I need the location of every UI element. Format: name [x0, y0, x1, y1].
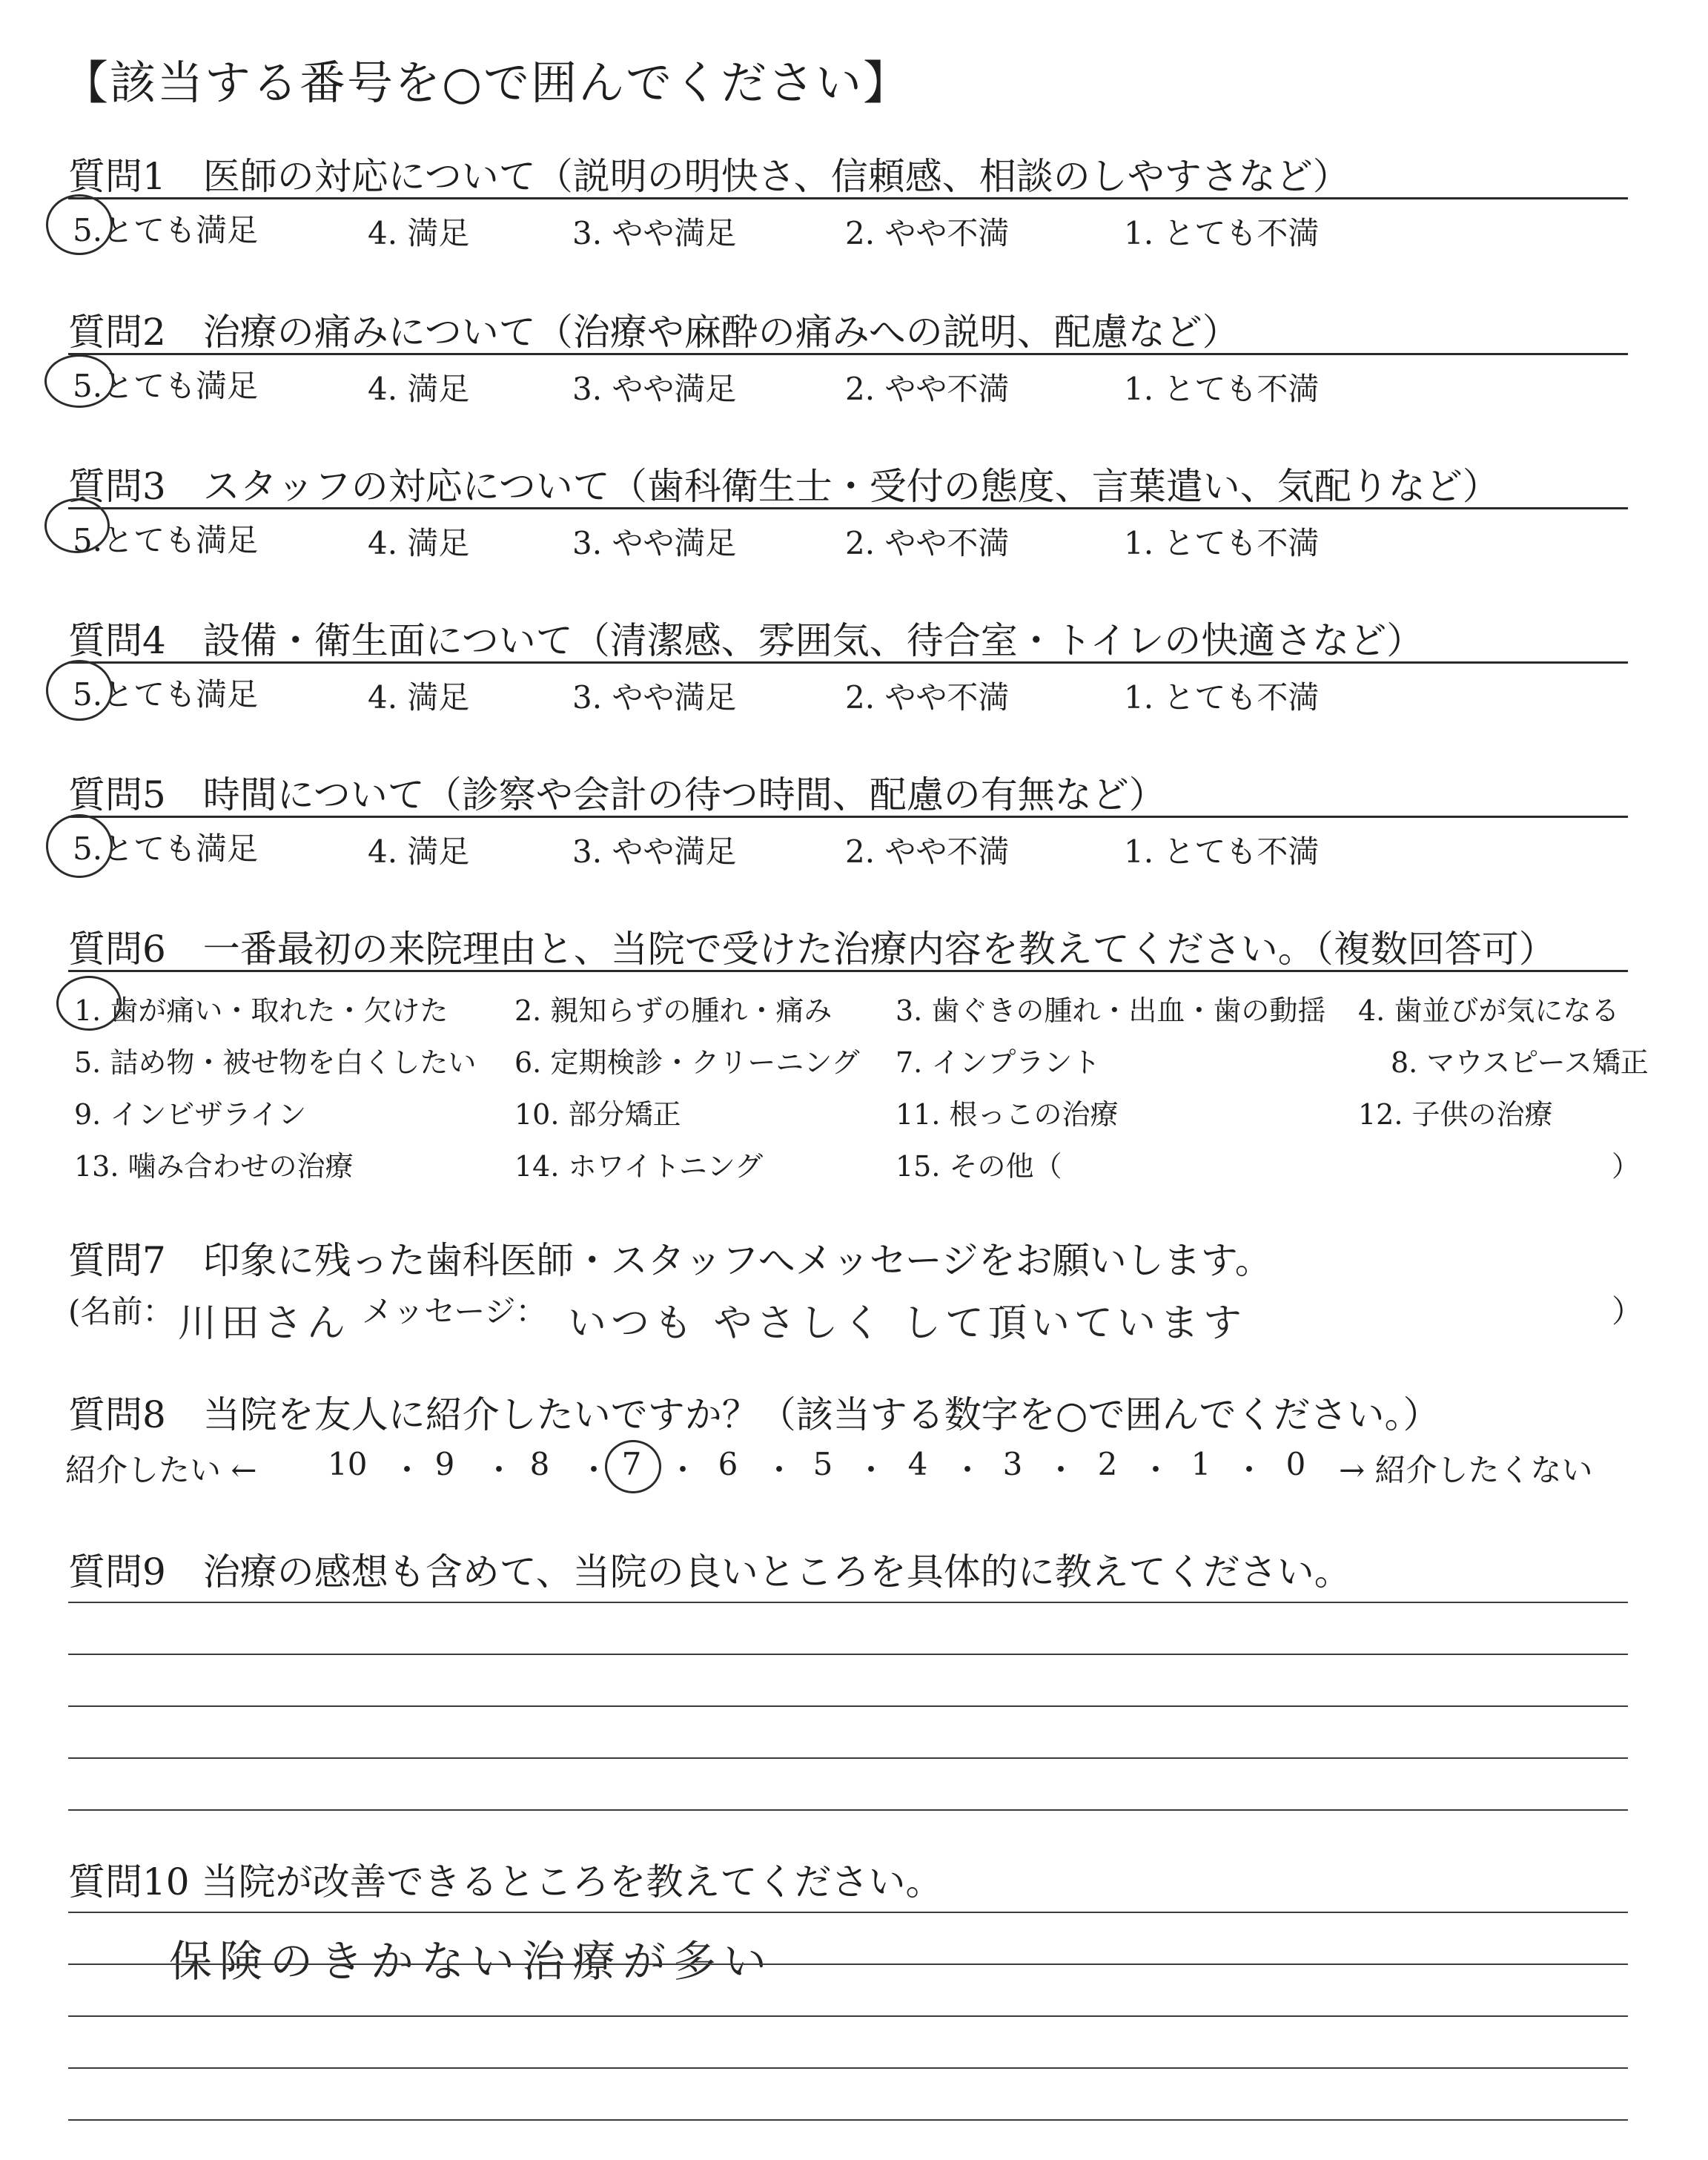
question-4-title: 質問4 設備・衛生面について（清潔感、雰囲気、待合室・トイレの快適さなど）	[68, 619, 1424, 662]
q4-option-5[interactable]: 5.とても満足	[73, 676, 259, 713]
question-10-title: 質問10 当院が改善できるところを教えてください。	[68, 1860, 943, 1903]
question-6-title: 質問6 一番最初の来院理由と、当院で受けた治療内容を教えてください。（複数回答可）	[68, 928, 1556, 971]
q8-separator: ・	[1234, 1452, 1265, 1488]
q10-answer-line[interactable]	[68, 1964, 1628, 1965]
question-5-title: 質問5 時間について（診察や会計の待つ時間、配慮の有無など）	[68, 773, 1166, 816]
question-8-title: 質問8 当院を友人に紹介したいですか？（該当する数字を○で囲んでください。）	[68, 1393, 1440, 1436]
q1-answer-circle	[46, 194, 113, 255]
q7-name-label: (名前：	[68, 1293, 174, 1330]
q4-answer-circle	[46, 660, 113, 721]
q1-option-2[interactable]: 2. やや不満	[845, 215, 1010, 251]
q8-answer-circle	[605, 1440, 661, 1493]
question-1-title: 質問1 医師の対応について（説明の明快さ、信頼感、相談のしやすさなど）	[68, 155, 1350, 198]
q8-separator: ・	[578, 1452, 610, 1488]
q8-value-6[interactable]: 6	[718, 1446, 738, 1482]
q4-option-1[interactable]: 1. とても不満	[1124, 679, 1320, 716]
q8-separator: ・	[1140, 1452, 1172, 1488]
q3-option-2[interactable]: 2. やや不満	[845, 525, 1010, 561]
q6-option-15-close: ）	[1612, 1150, 1641, 1183]
q3-option-1[interactable]: 1. とても不満	[1124, 525, 1320, 561]
q5-option-3[interactable]: 3. やや満足	[572, 833, 737, 870]
q6-option-12[interactable]: 12. 子供の治療	[1358, 1098, 1553, 1131]
q4-option-3[interactable]: 3. やや満足	[572, 679, 737, 716]
q8-separator: ・	[764, 1452, 795, 1488]
q2-option-2[interactable]: 2. やや不満	[845, 371, 1010, 407]
q5-option-2[interactable]: 2. やや不満	[845, 833, 1010, 870]
q2-answer-circle	[44, 354, 114, 408]
q6-option-8[interactable]: 8. マウスピース矯正	[1391, 1046, 1649, 1079]
question-9-title: 質問9 治療の感想も含めて、当院の良いところを具体的に教えてください。	[68, 1550, 1351, 1593]
q10-answer-line[interactable]	[68, 2119, 1628, 2121]
q6-option-4[interactable]: 4. 歯並びが気になる	[1358, 994, 1620, 1027]
q9-answer-line[interactable]	[68, 1757, 1628, 1759]
q2-option-5[interactable]: 5.とても満足	[73, 368, 259, 404]
q6-option-3[interactable]: 3. 歯ぐきの腫れ・出血・歯の動揺	[896, 994, 1326, 1027]
form-header: 【該当する番号を○で囲んでください】	[62, 56, 911, 110]
question-3-rule	[68, 507, 1628, 509]
q3-option-3[interactable]: 3. やや満足	[572, 525, 737, 561]
question-3-title: 質問3 スタッフの対応について（歯科衛生士・受付の態度、言葉遣い、気配りなど）	[68, 465, 1500, 508]
question-7-title: 質問7 印象に残った歯科医師・スタッフへメッセージをお願いします。	[68, 1239, 1272, 1282]
q8-separator: ・	[952, 1452, 984, 1488]
q8-separator: ・	[391, 1452, 423, 1488]
q10-answer-line[interactable]	[68, 2067, 1628, 2069]
q5-answer-circle	[46, 814, 113, 878]
q6-option-10[interactable]: 10. 部分矯正	[514, 1098, 681, 1131]
q1-option-4[interactable]: 4. 満足	[368, 215, 470, 251]
q8-right-label: → 紹介したくない	[1339, 1452, 1593, 1488]
q6-option-2[interactable]: 2. 親知らずの腫れ・痛み	[514, 994, 833, 1027]
q7-handwritten-message[interactable]: いつも やさしく して頂いています	[568, 1301, 1247, 1346]
q10-answer-line[interactable]	[68, 2015, 1628, 2017]
q8-value-4[interactable]: 4	[907, 1446, 928, 1482]
question-2-title: 質問2 治療の痛みについて（治療や麻酔の痛みへの説明、配慮など）	[68, 311, 1239, 354]
q8-separator: ・	[1045, 1452, 1077, 1488]
q8-value-9[interactable]: 9	[434, 1446, 455, 1482]
q7-handwritten-name[interactable]: 川田さん	[178, 1301, 351, 1346]
q3-option-5[interactable]: 5.とても満足	[73, 522, 259, 558]
q6-option-6[interactable]: 6. 定期検診・クリーニング	[514, 1046, 860, 1079]
q1-option-5[interactable]: 5.とても満足	[73, 212, 259, 248]
q8-value-2[interactable]: 2	[1097, 1446, 1118, 1482]
q7-close: ）	[1612, 1293, 1644, 1330]
q8-value-7[interactable]: 7	[621, 1446, 642, 1482]
q10-handwritten-answer[interactable]: 保険のきかない治療が多い	[169, 1936, 775, 1986]
q8-left-label: 紹介したい ←	[65, 1452, 257, 1488]
question-6-rule	[68, 970, 1628, 972]
q8-value-10[interactable]: 10	[328, 1446, 368, 1482]
q8-value-8[interactable]: 8	[529, 1446, 550, 1482]
q5-option-5[interactable]: 5.とても満足	[73, 830, 259, 867]
q9-answer-line[interactable]	[68, 1602, 1628, 1603]
q6-option-9[interactable]: 9. インビザライン	[74, 1098, 307, 1131]
q5-option-1[interactable]: 1. とても不満	[1124, 833, 1320, 870]
question-4-rule	[68, 661, 1628, 664]
q8-separator: ・	[483, 1452, 515, 1488]
q9-answer-line[interactable]	[68, 1809, 1628, 1811]
q8-value-0[interactable]: 0	[1285, 1446, 1306, 1482]
q4-option-2[interactable]: 2. やや不満	[845, 679, 1010, 716]
question-5-rule	[68, 816, 1628, 818]
q2-option-4[interactable]: 4. 満足	[368, 371, 470, 407]
q10-answer-line[interactable]	[68, 1912, 1628, 1913]
q8-value-1[interactable]: 1	[1191, 1446, 1211, 1482]
q8-value-5[interactable]: 5	[812, 1446, 833, 1482]
q7-message-label: メッセージ：	[362, 1293, 547, 1330]
q8-separator: ・	[855, 1452, 887, 1488]
question-1-rule	[68, 197, 1628, 199]
q6-answer-circle	[56, 976, 122, 1031]
q6-option-14[interactable]: 14. ホワイトニング	[514, 1150, 764, 1183]
q8-separator: ・	[667, 1452, 699, 1488]
q9-answer-line[interactable]	[68, 1654, 1628, 1655]
q6-option-15[interactable]: 15. その他（	[896, 1150, 1062, 1183]
q1-option-1[interactable]: 1. とても不満	[1124, 215, 1320, 251]
q9-answer-line[interactable]	[68, 1705, 1628, 1707]
q5-option-4[interactable]: 4. 満足	[368, 833, 470, 870]
q6-option-11[interactable]: 11. 根っこの治療	[896, 1098, 1119, 1131]
question-2-rule	[68, 353, 1628, 355]
q1-option-3[interactable]: 3. やや満足	[572, 215, 737, 251]
q8-value-3[interactable]: 3	[1002, 1446, 1023, 1482]
q3-option-4[interactable]: 4. 満足	[368, 525, 470, 561]
q6-option-7[interactable]: 7. インプラント	[896, 1046, 1101, 1079]
q6-option-1[interactable]: 1. 歯が痛い・取れた・欠けた	[74, 994, 448, 1027]
q2-option-1[interactable]: 1. とても不満	[1124, 371, 1320, 407]
q2-option-3[interactable]: 3. やや満足	[572, 371, 737, 407]
q6-option-5[interactable]: 5. 詰め物・被せ物を白くしたい	[74, 1046, 477, 1079]
q4-option-4[interactable]: 4. 満足	[368, 679, 470, 716]
q3-answer-circle	[44, 498, 110, 553]
q6-option-13[interactable]: 13. 噛み合わせの治療	[74, 1150, 354, 1183]
